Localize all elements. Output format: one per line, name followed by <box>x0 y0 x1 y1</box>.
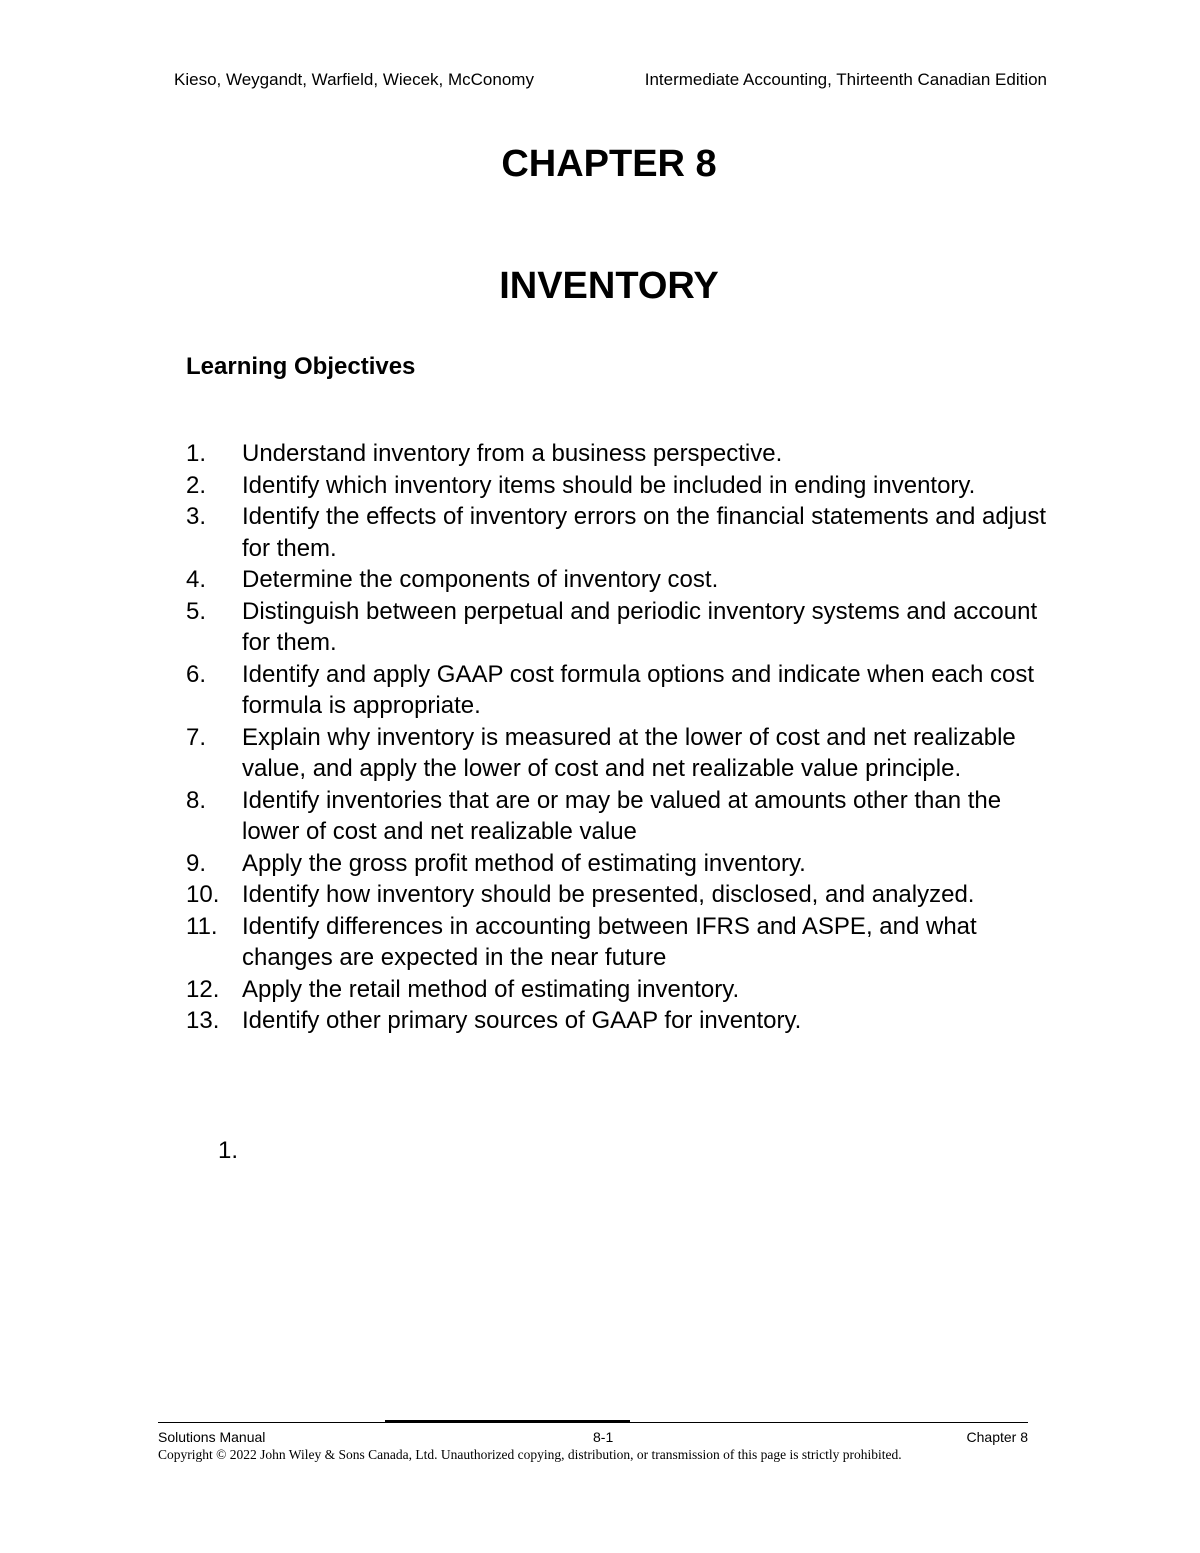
chapter-title: CHAPTER 8 <box>501 143 717 185</box>
list-item <box>186 596 1046 659</box>
list-item <box>186 785 1046 848</box>
item-number: 13. <box>186 1007 220 1034</box>
item-number: 3. <box>186 503 207 530</box>
item-number: 4. <box>186 566 207 593</box>
list-item <box>186 564 1046 596</box>
item-number: 5. <box>186 597 207 625</box>
item-text: Identify other primary sources of GAAP for inventory. <box>242 1007 802 1034</box>
chapter-subtitle: INVENTORY <box>499 265 719 307</box>
trailing-list-number: 1. <box>218 1137 239 1164</box>
item-number: 6. <box>186 660 207 688</box>
list-item <box>186 848 1046 880</box>
item-text: Understand inventory from a business perspective. <box>242 440 783 467</box>
item-number: 1. <box>186 440 207 467</box>
learning-objectives-heading: Learning Objectives <box>186 353 416 380</box>
list-item <box>186 438 1046 470</box>
item-text: Determine the components of inventory cost. <box>242 566 719 593</box>
list-item <box>186 470 1046 502</box>
footer-document-name: Solutions Manual <box>158 1429 266 1445</box>
item-text: Identify differences in accounting between IFRS and ASPE, and what changes are expected in the near future <box>242 912 977 971</box>
list-item <box>186 974 1046 1006</box>
running-header <box>174 70 1047 90</box>
item-text: Identify the effects of inventory errors on the financial statements and adjust for them. <box>242 503 1047 562</box>
footer-divider-accent <box>385 1420 630 1423</box>
header-authors: Kieso, Weygandt, Warfield, Wiecek, McConomy <box>174 70 534 89</box>
item-text: Identify and apply GAAP cost formula options and indicate when each cost formula is appropriate. <box>242 660 1035 719</box>
item-text: Distinguish between perpetual and periodic inventory systems and account for them. <box>242 597 1038 656</box>
list-item <box>186 659 1046 722</box>
item-number: 8. <box>186 786 207 814</box>
item-number: 9. <box>186 849 207 877</box>
footer-chapter: Chapter 8 <box>966 1429 1028 1445</box>
header-book-title: Intermediate Accounting, Thirteenth Canadian Edition <box>644 70 1047 89</box>
item-text: Identify inventories that are or may be valued at amounts other than the lower of cost and net realizable value <box>242 786 1002 845</box>
item-text: Identify how inventory should be presented, disclosed, and analyzed. <box>242 881 975 908</box>
list-item <box>186 911 1046 974</box>
item-number: 2. <box>186 471 207 499</box>
item-text: Identify which inventory items should be included in ending inventory. <box>242 471 976 499</box>
item-text: Explain why inventory is measured at the lower of cost and net realizable value, and apply the lower of cost and net realizable value principle. <box>242 723 1016 782</box>
learning-objectives-list <box>186 438 1046 1037</box>
item-number: 12. <box>186 975 220 1003</box>
list-item <box>186 501 1046 564</box>
item-number: 11. <box>186 912 218 940</box>
item-number: 10. <box>186 881 220 908</box>
item-text: Apply the retail method of estimating inventory. <box>242 975 740 1003</box>
list-item <box>186 879 1046 911</box>
list-item <box>186 722 1046 785</box>
copyright-notice: Copyright © 2022 John Wiley & Sons Canada, Ltd. Unauthorized copying, distribution, or transmission of this page is strictly prohibited. <box>158 1447 902 1462</box>
page-number: 8-1 <box>593 1429 614 1445</box>
list-item <box>186 1005 1046 1037</box>
item-number: 7. <box>186 723 207 751</box>
item-text: Apply the gross profit method of estimating inventory. <box>242 849 806 877</box>
